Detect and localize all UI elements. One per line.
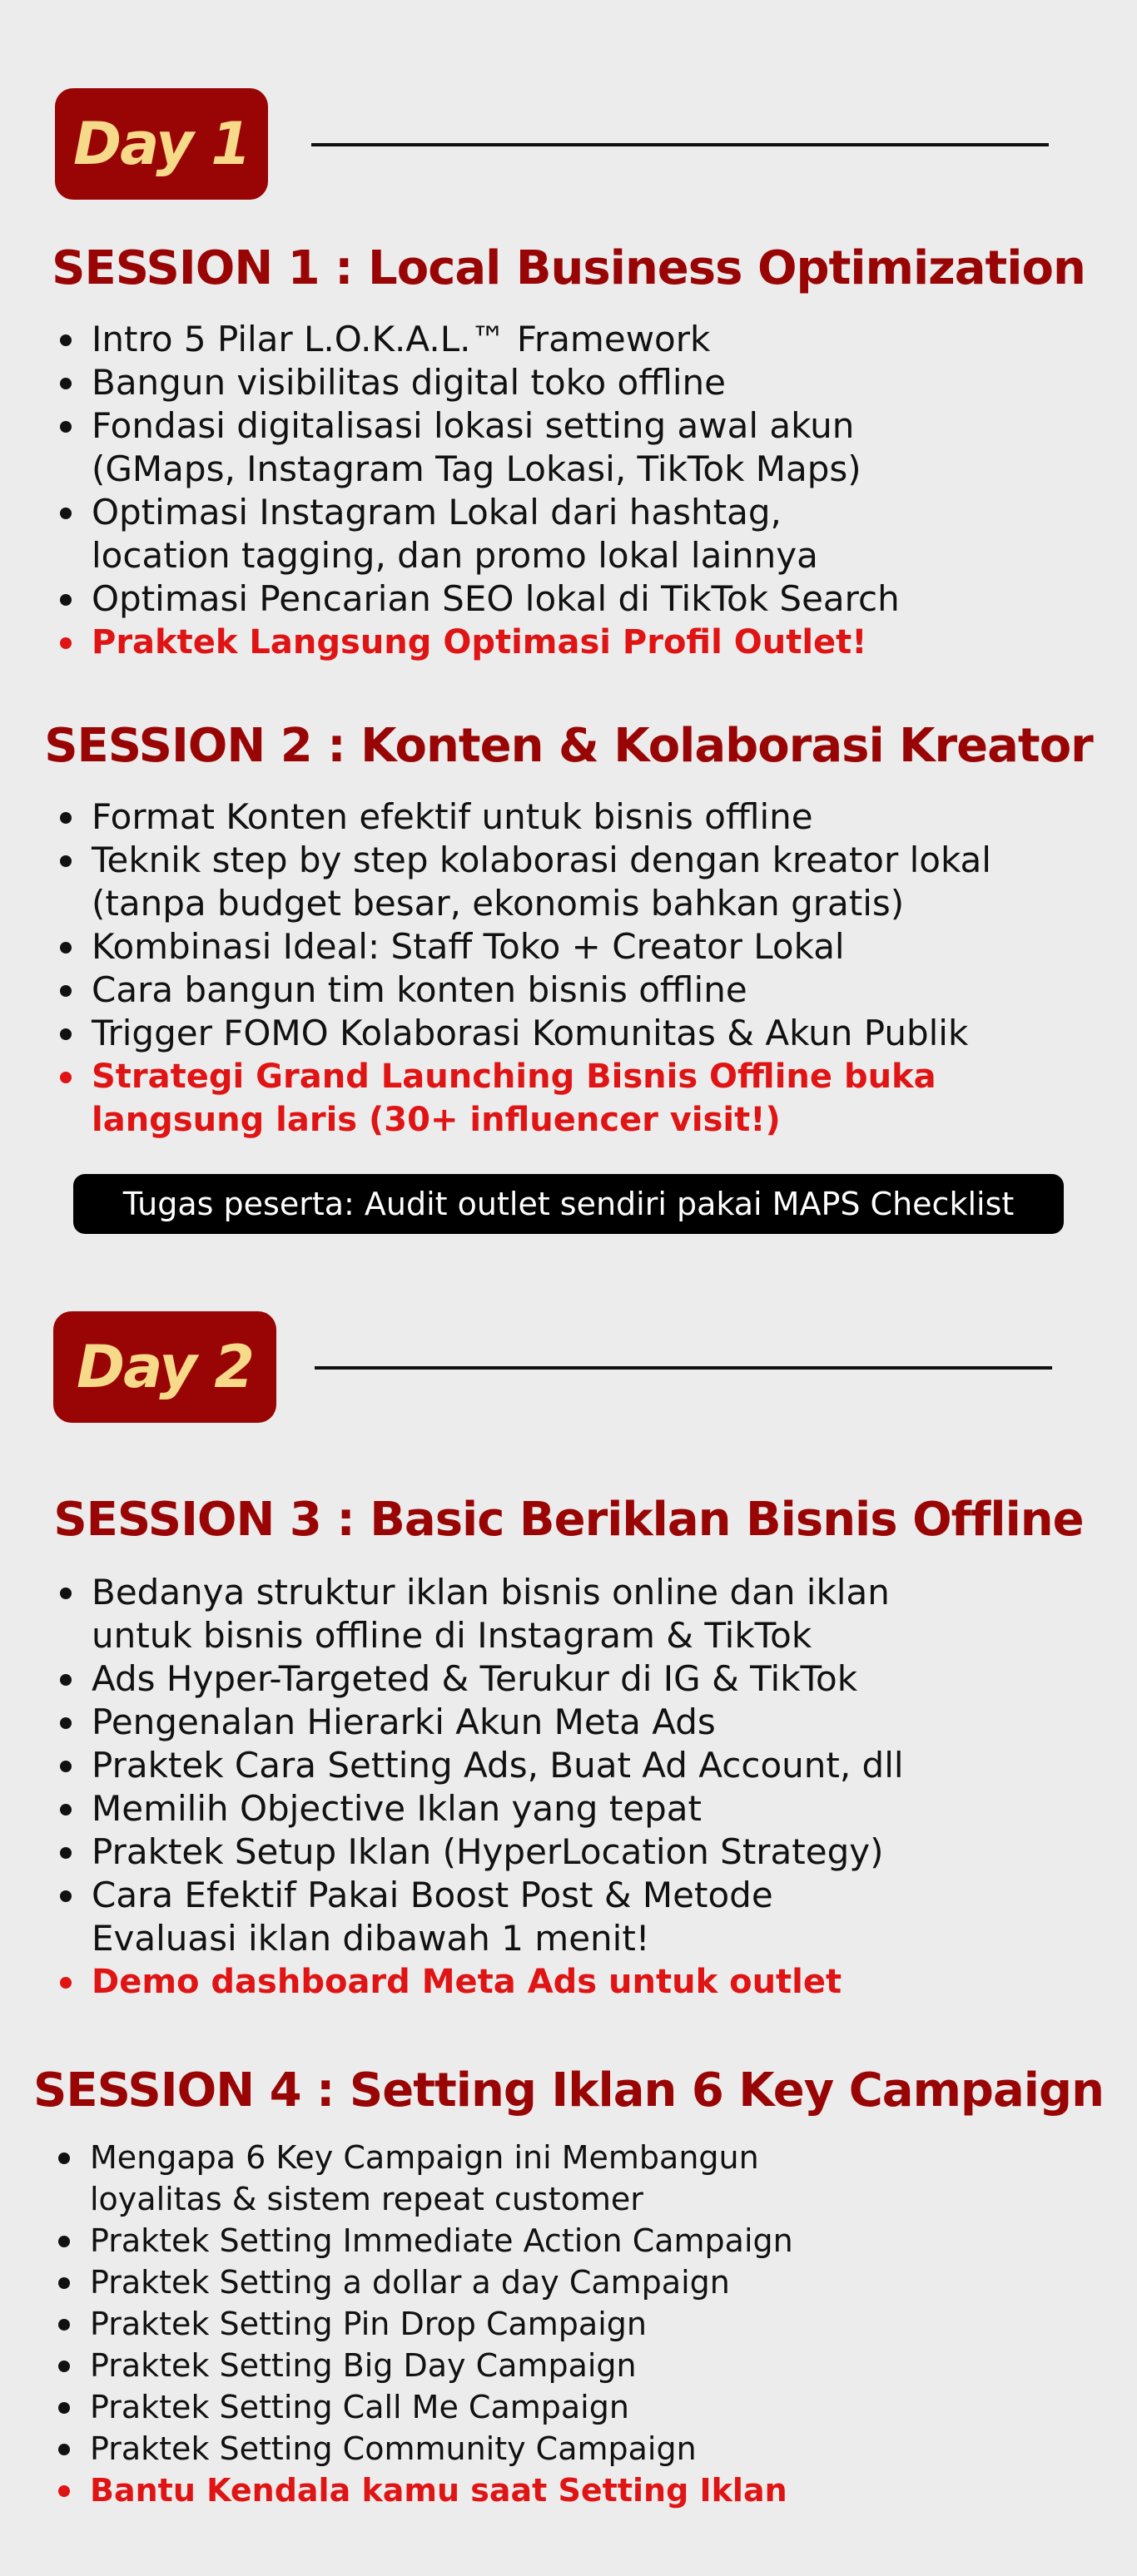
list-item: Cara bangun tim konten bisnis offline xyxy=(55,968,991,1012)
session-4-title: SESSION 4 : Setting Iklan 6 Key Campaign xyxy=(33,2063,1104,2118)
list-item-highlight: Bantu Kendala kamu saat Setting Iklan xyxy=(53,2469,793,2511)
list-item-text: Evaluasi iklan dibawah 1 menit! xyxy=(92,1918,650,1959)
list-item-text: location tagging, dan promo lokal lainnya xyxy=(92,535,818,576)
list-item: Praktek Setting Pin Drop Campaign xyxy=(53,2303,793,2345)
day-2-divider xyxy=(315,1366,1052,1370)
list-item: Trigger FOMO Kolaborasi Komunitas & Akun Publik xyxy=(55,1012,991,1055)
list-item-text: langsung laris (30+ influencer visit!) xyxy=(92,1101,781,1139)
list-item: Teknik step by step kolaborasi dengan kreator lokal xyxy=(55,839,991,882)
list-item-text: (tanpa budget besar, ekonomis bahkan gratis) xyxy=(92,883,905,924)
list-item-continuation xyxy=(55,1614,904,1657)
task-banner: Tugas peserta: Audit outlet sendiri pakai MAPS Checklist xyxy=(73,1174,1064,1234)
list-item: Intro 5 Pilar L.O.K.A.L.™ Framework xyxy=(55,318,900,361)
list-item-text: loyalitas & sistem repeat customer xyxy=(90,2181,643,2217)
list-item: Pengenalan Hierarki Akun Meta Ads xyxy=(55,1701,904,1744)
list-item: Fondasi digitalisasi lokasi setting awal akun xyxy=(55,404,900,448)
list-item: Kombinasi Ideal: Staff Toko + Creator Lokal xyxy=(55,925,991,968)
list-item: Praktek Setting a dollar a day Campaign xyxy=(53,2261,793,2303)
list-item: Format Konten efektif untuk bisnis offline xyxy=(55,795,991,839)
session-1-list xyxy=(55,318,900,664)
session-2-title: SESSION 2 : Konten & Kolaborasi Kreator xyxy=(44,719,1093,773)
day-2-badge: Day 2 xyxy=(53,1311,276,1423)
day-1-badge: Day 1 xyxy=(55,88,268,200)
list-item-continuation xyxy=(53,2178,793,2220)
list-item-continuation xyxy=(55,448,900,491)
list-item: Praktek Setup Iklan (HyperLocation Strategy) xyxy=(55,1830,904,1874)
list-item: Praktek Setting Community Campaign xyxy=(53,2428,793,2469)
list-item: Mengapa 6 Key Campaign ini Membangun xyxy=(53,2137,793,2178)
day-1-divider xyxy=(311,143,1049,146)
list-item: Praktek Setting Call Me Campaign xyxy=(53,2386,793,2428)
day-2-header xyxy=(0,1311,1137,1424)
list-item-text: untuk bisnis offline di Instagram & TikTok xyxy=(92,1615,812,1656)
list-item-continuation xyxy=(55,534,900,577)
list-item-highlight-continuation xyxy=(55,1098,991,1142)
session-1-title: SESSION 1 : Local Business Optimization xyxy=(52,241,1085,295)
list-item: Memilih Objective Iklan yang tepat xyxy=(55,1787,904,1830)
list-item: Optimasi Instagram Lokal dari hashtag, xyxy=(55,491,900,534)
list-item: Bedanya struktur iklan bisnis online dan iklan xyxy=(55,1571,904,1614)
list-item-highlight: Praktek Langsung Optimasi Profil Outlet! xyxy=(55,621,900,664)
list-item-highlight: Demo dashboard Meta Ads untuk outlet xyxy=(55,1960,904,2004)
list-item: Cara Efektif Pakai Boost Post & Metode xyxy=(55,1874,904,1917)
list-item-continuation xyxy=(55,1917,904,1960)
session-3-list xyxy=(55,1571,904,2004)
session-3-title: SESSION 3 : Basic Beriklan Bisnis Offline xyxy=(53,1493,1084,1547)
list-item-text: (GMaps, Instagram Tag Lokasi, TikTok Maps) xyxy=(92,448,861,489)
session-4-list xyxy=(53,2137,793,2511)
day-1-header xyxy=(0,88,1137,201)
list-item: Ads Hyper-Targeted & Terukur di IG & TikTok xyxy=(55,1657,904,1701)
session-2-list xyxy=(55,795,991,1142)
list-item: Praktek Setting Big Day Campaign xyxy=(53,2345,793,2386)
list-item-highlight: Strategi Grand Launching Bisnis Offline buka xyxy=(55,1055,991,1098)
list-item: Praktek Setting Immediate Action Campaign xyxy=(53,2220,793,2261)
list-item-continuation xyxy=(55,882,991,925)
list-item: Praktek Cara Setting Ads, Buat Ad Account, dll xyxy=(55,1744,904,1787)
list-item: Bangun visibilitas digital toko offline xyxy=(55,361,900,404)
list-item: Optimasi Pencarian SEO lokal di TikTok Search xyxy=(55,577,900,621)
